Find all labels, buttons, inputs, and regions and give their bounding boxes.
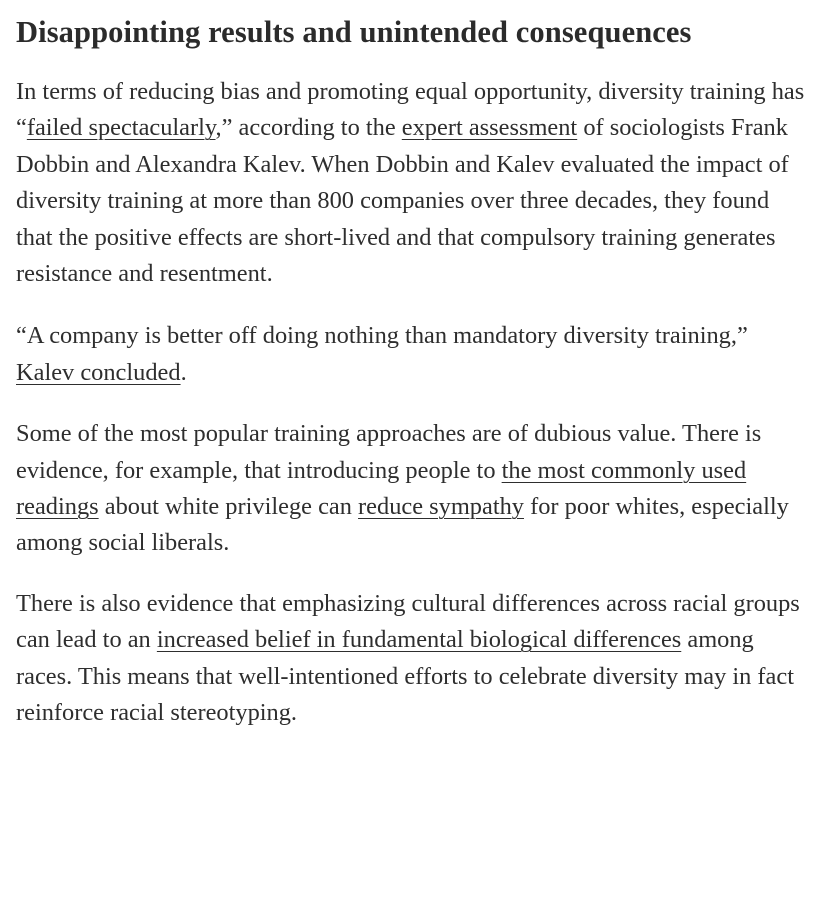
paragraph-text: about white privilege can <box>98 493 359 521</box>
paragraph-2 <box>16 318 806 391</box>
link-expert-assessment[interactable]: expert assessment <box>401 114 578 142</box>
paragraph-4 <box>16 586 806 732</box>
paragraph-text: . <box>180 358 187 386</box>
paragraph-text: “A company is better off doing nothing than mandatory diversity training,” <box>16 322 748 350</box>
paragraph-text: In terms of reducing bias and promoting equal opportunity, diversity training has “ <box>16 78 805 142</box>
paragraph-3 <box>16 416 806 562</box>
paragraph-text: Some of the most popular training approaches are of dubious value. There is evidence, for example, that introducing people to <box>16 420 762 484</box>
link-reduce-sympathy[interactable]: reduce sympathy <box>358 493 524 521</box>
link-kalev-concluded[interactable]: Kalev concluded <box>16 358 181 386</box>
section-heading: Disappointing results and unintended consequences <box>16 15 692 49</box>
paragraph-text: of sociologists Frank Dobbin and Alexandra Kalev. When Dobbin and Kalev evaluated the impact of diversity training at more than 800 companies over three decades, they found that the positive effects are short-lived and that compulsory training generates resistance and resentment. <box>16 114 789 288</box>
paragraph-text: ,” according to the <box>215 114 402 142</box>
paragraph-text: among races. This means that well-intentioned efforts to celebrate diversity may in fact reinforce racial stereotyping. <box>16 626 794 727</box>
link-failed-spectacularly[interactable]: failed spectacularly <box>26 114 216 142</box>
link-most-commonly-used-readings[interactable]: the most commonly used readings <box>16 456 747 521</box>
link-increased-belief[interactable]: increased belief in fundamental biological differences <box>156 626 682 654</box>
article-body <box>16 0 806 732</box>
paragraph-text: for poor whites, especially among social liberals. <box>16 493 789 557</box>
paragraph-text: There is also evidence that emphasizing cultural differences across racial groups can lead to an <box>16 589 800 654</box>
paragraph-1 <box>16 74 806 292</box>
